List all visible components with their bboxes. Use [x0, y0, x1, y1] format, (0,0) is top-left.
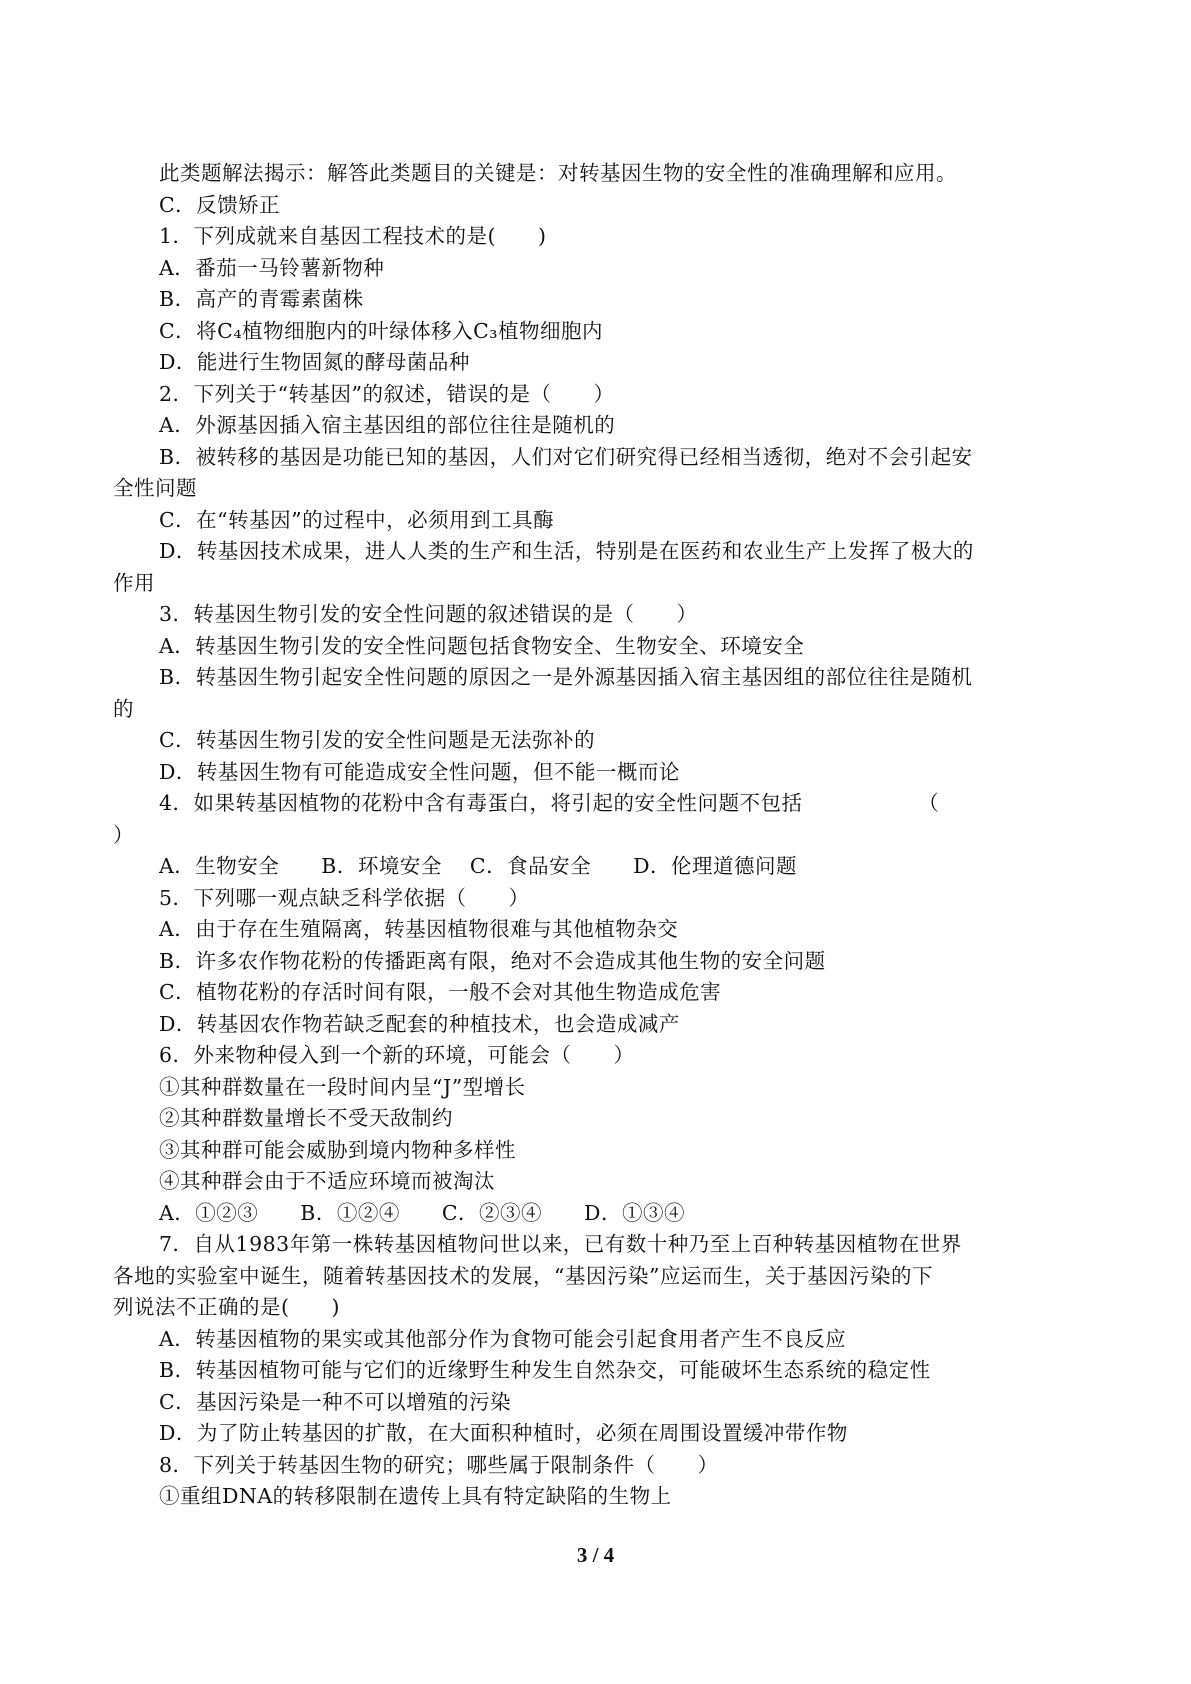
- text-line: 各地的实验室中诞生，随着转基因技术的发展，“基因污染”应运而生，关于基因污染的下: [113, 1263, 933, 1288]
- text-line: B．被转移的基因是功能已知的基因，人们对它们研究得已经相当透彻，绝对不会引起安: [159, 444, 973, 469]
- text-line: B．转基因植物可能与它们的近缘野生种发生自然杂交，可能破坏生态系统的稳定性: [159, 1358, 931, 1382]
- text-line: A．番茄一马铃薯新物种: [159, 255, 385, 280]
- text-line: A．转基因生物引发的安全性问题包括食物安全、生物安全、环境安全: [159, 633, 805, 658]
- text-line: 4．如果转基因植物的花粉中含有毒蛋白，将引起的安全性问题不包括 （: [159, 791, 940, 815]
- text-line: 8．下列关于转基因生物的研究；哪些属于限制条件（ ）: [159, 1452, 719, 1477]
- text-line: A．①②③ B．①②④ C．②③④ D．①③④: [159, 1200, 685, 1225]
- text-line: ③其种群可能会威胁到境内物种多样性: [159, 1137, 516, 1162]
- text-line: D．转基因技术成果，进人人类的生产和生活，特别是在医药和农业生产上发挥了极大的: [159, 539, 974, 563]
- document-body: [113, 158, 1073, 1513]
- text-line: 6．外来物种侵入到一个新的环境，可能会（ ）: [159, 1043, 635, 1067]
- text-line: 的: [113, 696, 134, 721]
- page-number: 3 / 4: [576, 1543, 615, 1567]
- text-line: D．能进行生物固氮的酵母菌品种: [159, 350, 470, 374]
- text-line: B．高产的青霉素菌株: [159, 287, 364, 311]
- text-line: B．许多农作物花粉的传播距离有限，绝对不会造成其他生物的安全问题: [159, 948, 826, 973]
- text-line: C．反馈矫正: [159, 192, 281, 217]
- text-line: C．植物花粉的存活时间有限，一般不会对其他生物造成危害: [159, 980, 722, 1004]
- text-line: A．生物安全 B．环境安全 C．食品安全 D．伦理道德问题: [159, 854, 798, 878]
- text-line: A．转基因植物的果实或其他部分作为食物可能会引起食用者产生不良反应: [159, 1326, 847, 1351]
- text-line: ）: [113, 822, 134, 847]
- text-line: 2．下列关于“转基因”的叙述，错误的是（ ）: [159, 381, 615, 406]
- text-line: 5．下列哪一观点缺乏科学依据（ ）: [159, 885, 530, 910]
- text-line: C．转基因生物引发的安全性问题是无法弥补的: [159, 728, 596, 752]
- text-line: ②其种群数量增长不受天敌制约: [159, 1106, 453, 1130]
- text-line: D．转基因生物有可能造成安全性问题，但不能一概而论: [159, 759, 680, 784]
- text-line: D．转基因农作物若缺乏配套的种植技术，也会造成减产: [159, 1011, 680, 1036]
- text-line: C．在“转基因”的过程中，必须用到工具酶: [159, 507, 555, 532]
- text-line: C．将C₄植物细胞内的叶绿体移入C₃植物细胞内: [159, 318, 603, 343]
- text-line: ①其种群数量在一段时间内呈“J”型增长: [159, 1074, 526, 1099]
- text-line: B．转基因生物引起安全性问题的原因之一是外源基因插入宿主基因组的部位往往是随机: [159, 665, 973, 689]
- text-line: A．外源基因插入宿主基因组的部位往往是随机的: [159, 413, 616, 437]
- text-line: D．为了防止转基因的扩散，在大面积种植时，必须在周围设置缓冲带作物: [159, 1421, 848, 1445]
- text-line: ①重组DNA的转移限制在遗传上具有特定缺陷的生物上: [159, 1484, 672, 1508]
- text-line: 此类题解法揭示：解答此类题目的关键是：对转基因生物的安全性的准确理解和应用。: [159, 161, 957, 185]
- text-line: ④其种群会由于不适应环境而被淘汰: [159, 1169, 495, 1193]
- text-line: A．由于存在生殖隔离，转基因植物很难与其他植物杂交: [159, 917, 679, 941]
- text-line: C．基因污染是一种不可以增殖的污染: [159, 1389, 512, 1414]
- text-line: 7．自从1983年第一株转基因植物问世以来，已有数十种乃至上百种转基因植物在世界: [159, 1232, 962, 1256]
- text-line: 全性问题: [113, 476, 197, 500]
- text-line: 1．下列成就来自基因工程技术的是( ): [159, 224, 547, 248]
- text-line: 列说法不正确的是( ): [113, 1295, 340, 1319]
- text-line: 3．转基因生物引发的安全性问题的叙述错误的是（ ）: [159, 602, 698, 626]
- text-line: 作用: [113, 570, 155, 595]
